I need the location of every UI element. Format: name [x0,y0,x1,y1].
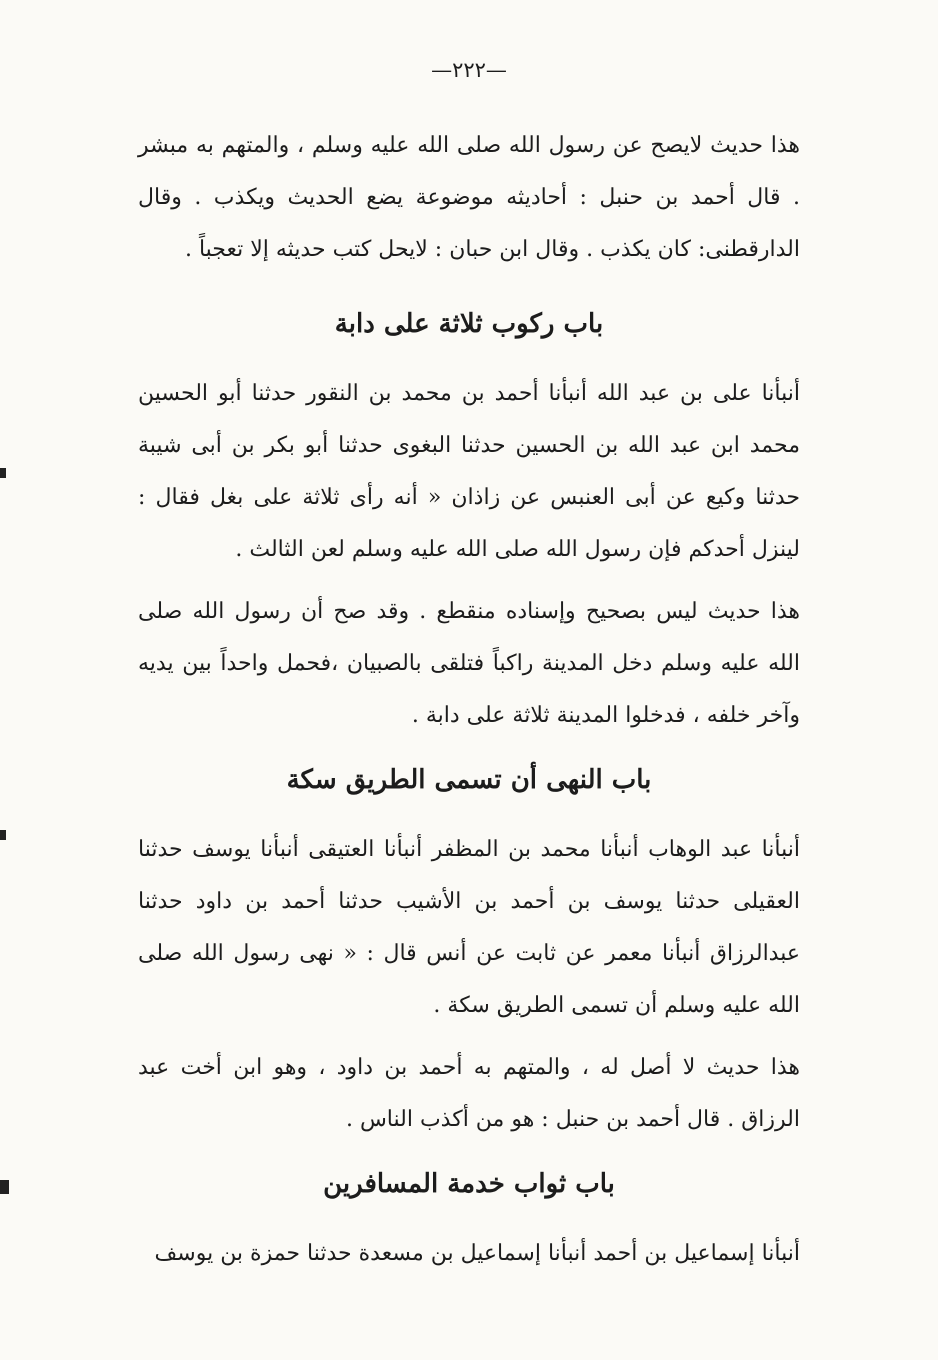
scan-edge-mark [0,830,6,840]
scan-edge-mark [0,468,6,478]
scan-edge-mark [0,1180,9,1194]
paragraph-4: أنبأنا عبد الوهاب أنبأنا محمد بن المظفر أنبأنا العتيقى أنبأنا يوسف حدثنا العقيلى حدثنا يوسف بن أحمد بن الأشيب حدثنا أحمد بن داود حدثنا عبدالرزاق أنبأنا معمر عن ثابت عن أنس قال : « نهى رسول الله صلى الله عليه وسلم أن تسمى الطريق سكة . [138,837,800,1018]
chapter-heading-riding-three: باب ركوب ثلاثة على دابة [334,309,604,339]
page-body [138,120,800,1280]
chapter-heading-road-name: باب النهى أن تسمى الطريق سكة [286,765,652,795]
paragraph-3: هذا حديث ليس بصحيح وإسناده منقطع . وقد صح أن رسول الله صلى الله عليه وسلم دخل المدينة راكباً فتلقى بالصبيان ،فحمل واحداً بين يديه وآخر خلفه ، فدخلوا المدينة ثلاثة على دابة . [138,599,800,728]
page-number: —٢٢٢— [431,58,507,82]
paragraph-2: أنبأنا على بن عبد الله أنبأنا أحمد بن محمد بن النقور حدثنا أبو الحسين محمد ابن عبد الله بن الحسين حدثنا البغوى حدثنا أبو بكر بن أبى شيبة حدثنا وكيع عن أبى العنبس عن زاذان « أنه رأى ثلاثة على بغل فقال : لينزل أحدكم فإن رسول الله صلى الله عليه وسلم لعن الثالث . [138,381,800,562]
paragraph-6: أنبأنا إسماعيل بن أحمد أنبأنا إسماعيل بن مسعدة حدثنا حمزة بن يوسف [154,1241,800,1266]
paragraph-5: هذا حديث لا أصل له ، والمتهم به أحمد بن داود ، وهو ابن أخت عبد الرزاق . قال أحمد بن حنبل : هو من أكذب الناس . [138,1055,801,1132]
paragraph-1: هذا حديث لايصح عن رسول الله صلى الله عليه وسلم ، والمتهم به مبشر . قال أحمد بن حنبل : أحاديثه موضوعة يضع الحديث ويكذب . وقال الدارقطنى: كان يكذب . وقال ابن حبان : لايحل كتب حديثه إلا تعجباً . [138,133,800,262]
chapter-heading-travelers: باب ثواب خدمة المسافرين [323,1169,615,1199]
